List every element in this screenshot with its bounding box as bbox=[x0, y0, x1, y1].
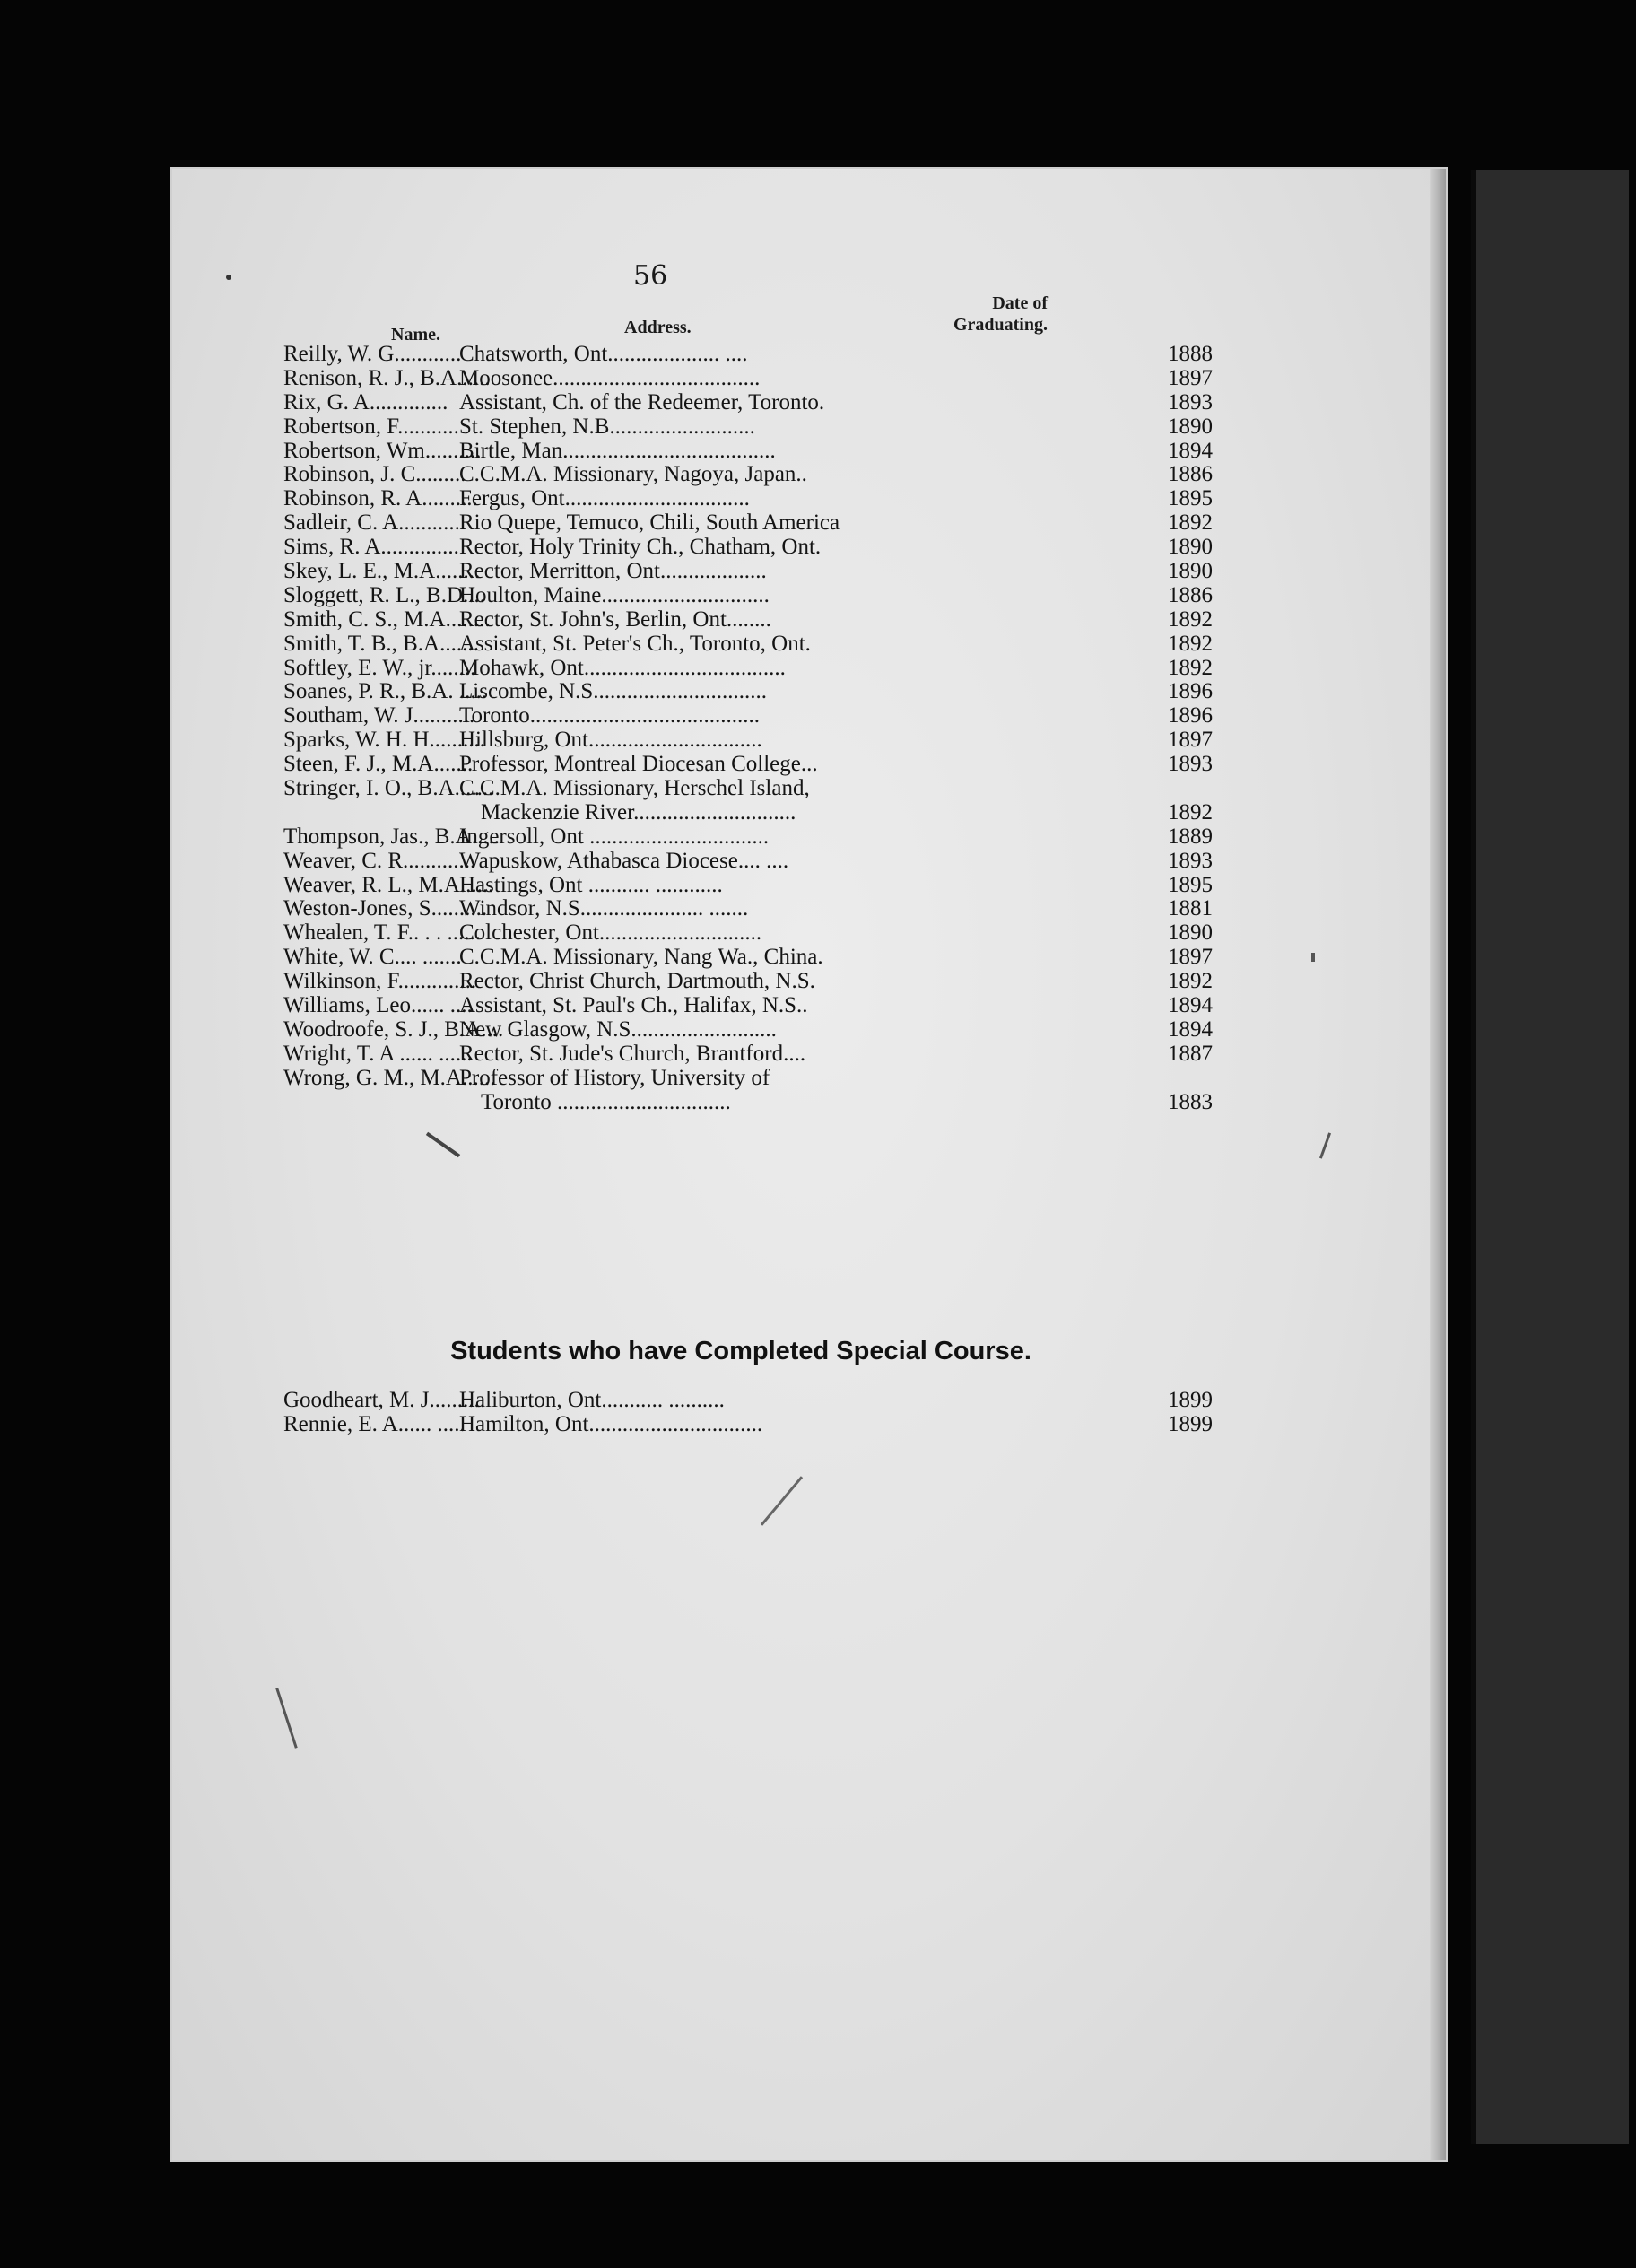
graduation-year: 1892 bbox=[1168, 799, 1213, 824]
graduate-name: Rix, G. A.............. bbox=[283, 389, 448, 414]
graduate-name: Stringer, I. O., B.A....... bbox=[283, 776, 494, 801]
graduate-address: Rector, St. Jude's Church, Brantford.... bbox=[459, 1041, 806, 1066]
list-item bbox=[283, 367, 1213, 391]
list-item bbox=[283, 608, 1213, 632]
graduation-year: 1894 bbox=[1168, 993, 1213, 1018]
list-item bbox=[283, 777, 1213, 801]
graduate-address: Professor, Montreal Diocesan College... bbox=[459, 752, 818, 777]
graduate-address: Toronto ............................... bbox=[481, 1089, 731, 1114]
graduation-year: 1894 bbox=[1168, 438, 1213, 463]
graduate-address: C.C.M.A. Missionary, Herschel Island, bbox=[459, 776, 810, 801]
graduate-address: Windsor, N.S...................... ....... bbox=[459, 896, 749, 921]
graduate-name: Sloggett, R. L., B.D.... bbox=[283, 582, 486, 607]
graduate-name: Thompson, Jas., B.A..... bbox=[283, 824, 500, 849]
graduate-name: Steen, F. J., M.A....... bbox=[283, 752, 474, 777]
graduate-address: Professor of History, University of bbox=[459, 1065, 770, 1090]
list-item bbox=[283, 632, 1213, 657]
list-item bbox=[283, 1413, 1213, 1437]
special-course-title: Students who have Completed Special Course. bbox=[450, 1337, 1031, 1365]
graduation-year: 1890 bbox=[1168, 535, 1213, 560]
graduate-address: Houlton, Maine.............................. bbox=[459, 582, 770, 607]
graduation-year: 1893 bbox=[1168, 389, 1213, 414]
graduation-year: 1896 bbox=[1168, 703, 1213, 728]
graduate-name: Sparks, W. H. H.......... bbox=[283, 728, 486, 753]
graduation-year: 1892 bbox=[1168, 510, 1213, 536]
graduate-name: Weaver, C. R............. bbox=[283, 848, 476, 873]
graduation-year: 1896 bbox=[1168, 679, 1213, 704]
graduation-year: 1883 bbox=[1168, 1089, 1213, 1114]
list-item bbox=[283, 536, 1213, 560]
list-item bbox=[283, 680, 1213, 704]
graduation-year: 1895 bbox=[1168, 486, 1213, 511]
list-item-continuation bbox=[283, 801, 1213, 825]
graduate-address: C.C.M.A. Missionary, Nang Wa., China. bbox=[459, 945, 823, 970]
list-item-continuation bbox=[283, 1091, 1213, 1115]
graduate-address: Toronto......................................... bbox=[459, 703, 761, 728]
graduation-year: 1893 bbox=[1168, 752, 1213, 777]
list-item bbox=[283, 560, 1213, 584]
special-course-list bbox=[283, 1389, 1213, 1437]
list-item bbox=[283, 994, 1213, 1018]
graduate-name: Williams, Leo...... .... bbox=[283, 993, 473, 1018]
graduate-name: Robertson, F........... bbox=[283, 414, 459, 439]
graduate-name: Rennie, E. A...... ..... bbox=[283, 1411, 466, 1436]
graduate-address: Fergus, Ont................................. bbox=[459, 486, 750, 511]
graduate-name: Wilkinson, F.............. bbox=[283, 969, 477, 994]
graduation-year: 1894 bbox=[1168, 1016, 1213, 1042]
list-item bbox=[283, 874, 1213, 898]
list-item bbox=[283, 463, 1213, 487]
graduation-year: 1892 bbox=[1168, 969, 1213, 994]
column-header-name: Name. bbox=[391, 325, 440, 345]
graduation-year: 1892 bbox=[1168, 606, 1213, 632]
graduation-year: 1890 bbox=[1168, 559, 1213, 584]
list-item bbox=[283, 415, 1213, 440]
list-item bbox=[283, 487, 1213, 511]
graduate-address: Rector, St. John's, Berlin, Ont........ bbox=[459, 606, 771, 632]
scan-mark bbox=[1311, 953, 1315, 962]
graduate-address: Mohawk, Ont.................................... bbox=[459, 655, 786, 680]
graduate-name: Smith, C. S., M.A........ bbox=[283, 606, 491, 632]
graduate-name: Sims, R. A.............. bbox=[283, 535, 459, 560]
graduate-name: Skey, L. E., M.A........ bbox=[283, 559, 481, 584]
graduation-year: 1897 bbox=[1168, 728, 1213, 753]
column-header-address: Address. bbox=[624, 318, 692, 337]
column-header-date bbox=[922, 292, 1048, 336]
list-item bbox=[283, 946, 1213, 970]
graduate-address: Wapuskow, Athabasca Diocese.... .... bbox=[459, 848, 789, 873]
list-item bbox=[283, 825, 1213, 850]
graduate-name: Smith, T. B., B.A....... bbox=[283, 631, 479, 656]
list-item bbox=[283, 704, 1213, 728]
graduate-name: Weaver, R. L., M.A...... bbox=[283, 872, 494, 897]
column-header-date-line2: Graduating. bbox=[953, 315, 1048, 335]
graduate-name: White, W. C.... ....... bbox=[283, 945, 462, 970]
list-item bbox=[283, 850, 1213, 874]
graduation-year: 1881 bbox=[1168, 896, 1213, 921]
list-item bbox=[283, 657, 1213, 681]
graduate-name: Robinson, J. C......... bbox=[283, 462, 466, 487]
list-item bbox=[283, 584, 1213, 608]
graduate-address: Birtle, Man...................................... bbox=[459, 438, 776, 463]
graduation-year: 1887 bbox=[1168, 1041, 1213, 1066]
graduation-year: 1897 bbox=[1168, 365, 1213, 390]
list-item bbox=[283, 728, 1213, 753]
list-item bbox=[283, 897, 1213, 921]
graduation-year: 1893 bbox=[1168, 848, 1213, 873]
list-item bbox=[283, 343, 1213, 367]
graduate-name: Softley, E. W., jr........ bbox=[283, 655, 476, 680]
graduate-address: Ingersoll, Ont ................................ bbox=[459, 824, 770, 849]
graduate-name: Woodroofe, S. J., B.A.... bbox=[283, 1016, 504, 1042]
list-item bbox=[283, 1018, 1213, 1042]
graduate-address: Hastings, Ont ........... ............ bbox=[459, 872, 723, 897]
graduation-year: 1895 bbox=[1168, 872, 1213, 897]
graduate-name: Soanes, P. R., B.A. ..... bbox=[283, 679, 488, 704]
graduation-year: 1889 bbox=[1168, 824, 1213, 849]
page-spine-shadow bbox=[1430, 169, 1446, 2160]
graduate-address: Assistant, St. Paul's Ch., Halifax, N.S.. bbox=[459, 993, 808, 1018]
page-number: 56 bbox=[633, 260, 668, 292]
graduate-name: Wright, T. A ...... ...... bbox=[283, 1041, 473, 1066]
graduate-address: Mackenzie River............................. bbox=[481, 799, 796, 824]
graduate-name: Robertson, Wm.......... bbox=[283, 438, 482, 463]
graduate-address: Hamilton, Ont............................... bbox=[459, 1411, 763, 1436]
graduation-year: 1899 bbox=[1168, 1388, 1213, 1412]
list-item bbox=[283, 753, 1213, 777]
graduate-address: Assistant, Ch. of the Redeemer, Toronto. bbox=[459, 389, 825, 414]
adjacent-page-edge bbox=[1471, 170, 1629, 2144]
graduate-name: Sadleir, C. A........... bbox=[283, 510, 460, 536]
graduate-name: Weston-Jones, S.......... bbox=[283, 896, 488, 921]
graduation-year: 1886 bbox=[1168, 582, 1213, 607]
graduation-year: 1890 bbox=[1168, 414, 1213, 439]
graduate-name: Renison, R. J., B.A...... bbox=[283, 365, 491, 390]
list-item bbox=[283, 440, 1213, 464]
graduate-name: Reilly, W. G............ bbox=[283, 342, 462, 366]
list-item bbox=[283, 970, 1213, 994]
graduate-address: Chatsworth, Ont.................... .... bbox=[459, 342, 748, 366]
graduate-address: Rector, Holy Trinity Ch., Chatham, Ont. bbox=[459, 535, 822, 560]
graduate-name: Whealen, T. F.. . . ...... bbox=[283, 920, 481, 946]
graduates-list bbox=[283, 343, 1213, 1115]
list-item bbox=[283, 1389, 1213, 1413]
graduation-year: 1890 bbox=[1168, 920, 1213, 946]
graduate-address: Assistant, St. Peter's Ch., Toronto, Ont. bbox=[459, 631, 811, 656]
graduation-year: 1888 bbox=[1168, 342, 1213, 366]
graduate-name: Wrong, G. M., M.A...... bbox=[283, 1065, 496, 1090]
graduation-year: 1892 bbox=[1168, 655, 1213, 680]
graduation-year: 1892 bbox=[1168, 631, 1213, 656]
list-item bbox=[283, 1042, 1213, 1067]
graduate-address: Rio Quepe, Temuco, Chili, South America bbox=[459, 510, 840, 536]
graduate-address: Liscombe, N.S............................... bbox=[459, 679, 768, 704]
graduation-year: 1897 bbox=[1168, 945, 1213, 970]
graduation-year: 1886 bbox=[1168, 462, 1213, 487]
graduate-address: Rector, Christ Church, Dartmouth, N.S. bbox=[459, 969, 815, 994]
graduate-address: Moosonee..................................... bbox=[459, 365, 761, 390]
graduate-address: Hillsburg, Ont............................... bbox=[459, 728, 762, 753]
graduate-address: Rector, Merritton, Ont................... bbox=[459, 559, 767, 584]
list-item bbox=[283, 921, 1213, 946]
graduate-name: Robinson, R. A.......... bbox=[283, 486, 478, 511]
scan-mark bbox=[226, 275, 231, 280]
list-item bbox=[283, 511, 1213, 536]
graduate-address: St. Stephen, N.B.......................... bbox=[459, 414, 755, 439]
graduation-year: 1899 bbox=[1168, 1411, 1213, 1436]
graduate-address: Haliburton, Ont........... .......... bbox=[459, 1388, 725, 1412]
graduate-address: Colchester, Ont............................. bbox=[459, 920, 762, 946]
graduate-name: Goodheart, M. J.......... bbox=[283, 1388, 485, 1412]
graduate-name: Southam, W. J........... bbox=[283, 703, 475, 728]
graduate-address: New Glasgow, N.S.......................... bbox=[459, 1016, 777, 1042]
graduate-address: C.C.M.A. Missionary, Nagoya, Japan.. bbox=[459, 462, 807, 487]
list-item bbox=[283, 1067, 1213, 1091]
column-header-date-line1: Date of bbox=[992, 293, 1048, 313]
list-item bbox=[283, 391, 1213, 415]
